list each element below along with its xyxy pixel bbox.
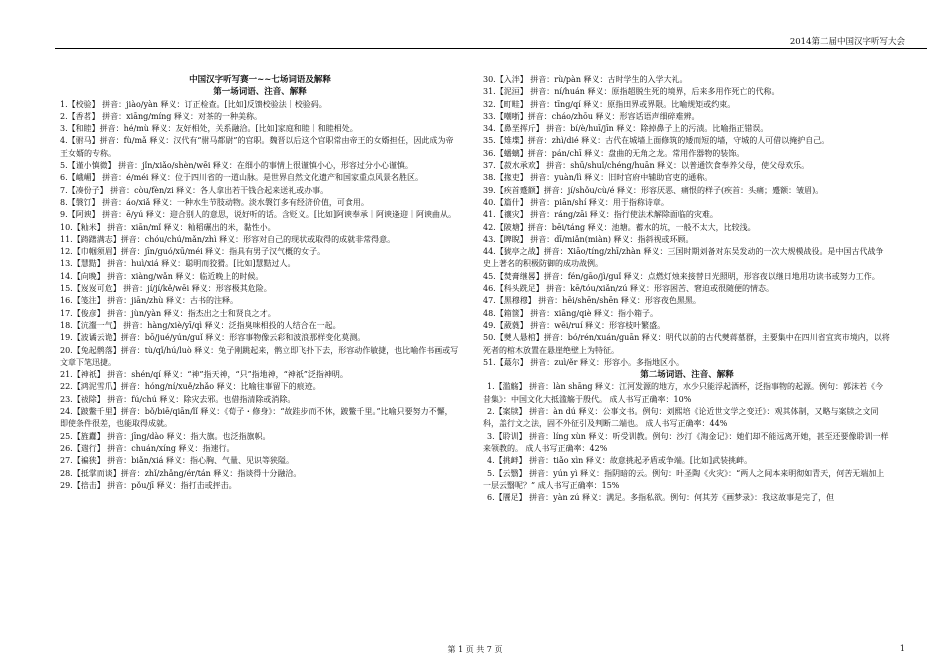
word-entry: 1.【滥觞】 拼音：làn shāng 释义：江河发源的地方，水少只能浮起酒杯，泛指事物的起源。例句：郭沫若《今昔集》：中国文化大抵滥觞于殷代。 成人书写正确率：10% [483,382,884,404]
word-entry: 26.【遄行】 拼音：chuán/xíng 释义：指速行。 [60,443,235,453]
word-entry: 5.【云翳】 拼音：yún yì 释义：指阴暗的云。例句：叶圣陶《火灾》：“两人之间本来明彻如青天，何苦无端加上一层云翳呢？” 成人书写正确率：15% [483,468,885,490]
word-entry: 5.【谨小慎微】 拼音：jǐn/xiǎo/shèn/wēi 释义：在细小的事情上很谨慎小心，形容过分小心谨慎。 [60,161,413,171]
word-entry: 44.【猇亭之战】拼音：Xiāo/tíng/zhī/zhàn 释义：三国时期刘备对东吴发动的一次大规模战役。是中国古代战争史上著名的积极防御的成功战例。 [483,247,884,269]
word-entry: 29.【掊击】 拼音：pǒu/jī 释义：指打击或抨击。 [60,480,237,490]
word-entry: 4.【挑衅】 拼音：tiǎo xìn 释义：故意挑起矛盾或争端。[比如]武装挑衅。 [487,456,753,466]
word-entry: 48.【箱箧】 拼音：xiāng/qiè 释义：指小箱子。 [483,308,659,318]
word-entry: 36.【蟠螭】拼音：pán/chī 释义：盘曲的无角之龙。常用作器物的装饰。 [483,148,745,158]
word-entry: 31.【泥洹】 拼音：ní/huán 释义：原指超脱生死的境界，后来多用作死亡的代称。 [483,87,780,97]
word-entry: 2.【香茗】 拼音：xiāng/míng 释义：对茶的一种美称。 [60,111,262,121]
document-header: 2014第二届中国汉字听写大会 [789,37,905,47]
word-entry: 6.【峨嵋】 拼音：é/méi 释义：位于四川省的一道山脉。是世界自然文化遗产和国家重点风景名胜区。 [60,173,424,183]
header-rule [55,48,927,49]
word-entry: 27.【褊狭】 拼音：biǎn/xiá 释义：指心胸、气量、见识等狭隘。 [60,456,294,466]
word-entry: 24.【跛鳖千里】拼音：bǒ/biē/qiān/lǐ 释义：《荀子・修身》：“故跬步而不休，跛鳖千里。”比喻只要努力不懈，即使条件很差，也能取得成就。 [60,407,453,429]
word-entry: 42.【陂塘】拼音：bēi/táng 释义：池塘。蓄水的坑，一般不太大，比较浅。 [483,222,756,232]
word-entry: 10.【籼米】 拼音：xiān/mǐ 释义：籼稻碾出的米，黏性小。 [60,222,276,232]
word-entry: 8.【褩饤】 拼音：áo/xiǎ 释义：一种水生节肢动物。淡水褩饤多有经济价值，可食用。 [60,197,369,207]
word-entry: 45.【焚膏继晷】拼音：fén/gāo/jì/guǐ 释义：点燃灯烛来接替日光照明，形容夜以继日地用功读书或努力工作。 [483,271,880,281]
word-entry: 18.【沆瀣一气】 拼音：hàng/xiè/yī/qì 释义：泛指臭味相投的人结合在一起。 [60,320,341,330]
word-entry: 2.【案牍】 拼音：àn dú 释义：公事文书。例句：刘熙培《论近世文学之变迁》：观其体制，又略与案牍之文同科，盖行文之法，固不外征引及判断二端也。 成人书写正确率：44% [483,407,879,429]
word-entry: 20.【兔起鹘落】拼音：tù/qǐ/hú/luò 释义：兔子刚跳起来，鹘立即飞扑下去，形容动作敏捷，也比喻作书画或写文章下笔迅捷。 [60,345,459,367]
word-entry: 14.【向晚】 拼音：xiàng/wǎn 释义：临近晚上的时候。 [60,271,264,281]
word-entry: 12.【巾帼须眉】拼音：jīn/guó/xū/méi 释义：指具有男子汉气概的女子。 [60,247,326,257]
word-entry: 11.【踌躇满志】拼音：chóu/chú/mǎn/zhì 释义：形容对自己的现状或取得的成就非常得意。 [60,234,396,244]
word-entry: 22.【鸿泥雪爪】拼音：hóng/ní/xuě/zhǎo 释义：比喻往事留下的痕迹。 [60,382,321,392]
word-entry: 7.【凑份子】 拼音：còu/fèn/zi 释义：各人拿出若干钱合起来送礼或办事。 [60,185,329,195]
word-entry: 3.【聆训】 拼音：líng xùn 释义：听受训教。例句：沙汀《淘金记》：她们却不能远离开她，甚至还要像聆训一样来领教的。 成人书写正确率：42% [483,431,889,453]
word-entry: 13.【慧黠】 拼音：huì/xiá 释义：聪明而狡猾。[比如]慧黠过人。 [60,259,296,269]
word-entry: 47.【黑穆穆】 拼音：hēi/shēn/shēn 释义：形容夜色黑黑。 [483,296,701,306]
session-1-title: 第一场词语、注音、解释 [213,87,307,98]
right-column [483,74,891,504]
word-entry: 32.【町畦】 拼音：tīng/qí 释义：原指田界或界限。比喻规矩或约束。 [483,99,736,109]
page-number: 1 [899,644,905,653]
word-entry: 39.【疾首蹙额】拼音：jí/shǒu/cù/é 释义：形容厌恶、痛恨的样子(疾首：头痛；蹙额：皱眉)。 [483,185,824,195]
word-entry: 49.【葳蕤】 拼音：wēi/ruí 释义：形容枝叶繁盛。 [483,320,666,330]
word-entry: 50.【僰人悬棺】拼音：bó/rén/xuán/guān 释义：明代以前的古代僰蒋墓群，主要集中在四川省宜宾市境内，以将死者的棺木放置在悬崖绝壁上为特征。 [483,333,890,355]
main-title: 中国汉字听写赛一~~七场词语及解释 [189,75,331,85]
word-entry: 41.【禳灾】 拼音：ráng/zāi 释义：指行使法术解除面临的灾难。 [483,210,718,220]
word-entry: 16.【笺注】 拼音：jiān/zhù 释义：古书的注释。 [60,296,238,306]
word-entry: 35.【雉堞】拼音：zhì/dié 释义：古代在城墙上面修筑的矮而短的墙，守城的人可借以掩护自己。 [483,136,830,146]
word-entry: 23.【祓除】 拼音：fú/chú 释义：除灾去邪。也借指清除或消除。 [60,394,296,404]
page-counter: 第 1 页 共 7 页 [447,645,503,654]
word-entry: 6.【餍足】 拼音：yàn zú 释义：满足。多指私欲。例句：何其芳《画梦录》：我这故事是完了，但 [487,493,835,503]
word-entry: 25.【旌纛】 拼音：jīng/dào 释义：指大旗。也泛指旗帜。 [60,431,271,441]
word-entry: 15.【岌岌可危】 拼音：jí/jí/kě/wēi 释义：形容极其危险。 [60,284,272,294]
word-entry: 30.【入泮】 拼音：rù/pàn 释义：古时学生的入学大礼。 [483,75,688,84]
session-2-title: 第二场词语、注音、解释 [640,370,734,381]
session-1-entries-right [483,74,891,369]
left-column [60,74,460,492]
word-entry: 21.【神祇】 拼音：shén/qí 释义：“神”指天神，“只”指地神，“神祇”泛指神明。 [60,370,348,380]
word-entry: 17.【俊彦】 拼音：jùn/yàn 释义：指杰出之士和贤良之才。 [60,308,276,318]
word-entry: 28.【抵掌而谈】拼音：zhǐ/zhǎng/ér/tán 释义：指谈得十分融洽。 [60,468,302,478]
word-entry: 19.【波谲云诡】拼音：bō/jué/yún/guǐ 释义：形容事物像云彩和波浪那样变化莫测。 [60,333,366,343]
session-1-entries-left [60,99,460,493]
word-entry: 4.【驸马】拼音：fù/mǎ 释义：汉代有“驸马都尉”的官职。魏晋以后这个官职常由帝王的女婿担任，因此成为帝王女婿的专称。 [60,136,454,158]
word-entry: 9.【阿谀】 拼音：ē/yú 释义：迎合别人的意思，说好听的话。含贬义。[比如]阿谀奉承｜阿谀逢迎｜阿谀曲从。 [60,210,457,220]
word-entry: 3.【和睦】拼音：hé/mù 释义：友好相处，关系融洽。[比如]家庭和睦｜和睦相处。 [60,124,358,134]
word-entry: 46.【科头跣足】 拼音：kē/tóu/xiǎn/zú 释义：形容困苦、窘迫或很随便的情态。 [483,284,775,294]
word-entry: 40.【篇什】 拼音：piān/shí 释义：用于指称诗章。 [483,197,669,207]
word-entry: 33.【嘲哳】拼音：cháo/zhōu 释义：形容话语声细碎难辨。 [483,111,700,121]
word-entry: 51.【蕞尔】 拼音：zuì/ěr 释义：形容小。多指地区小。 [483,357,684,367]
word-entry: 34.【鼻垩挥斤】 拼音：bí/è/huī/jīn 释义：除掉鼻子上的污渍。比喻指正错误。 [483,124,769,134]
word-entry: 37.【菽水承欢】 拼音：shū/shuǐ/chéng/huān 释义：以普通饮食奉养父母，使父母欢乐。 [483,161,810,171]
word-entry: 38.【掾吏】 拼音：yuàn/lì 释义：旧时官府中辅助官吏的通称。 [483,173,713,183]
word-entry: 43.【睥睨】 拼音：dī/miǎn(miàn) 释义：指斜视或环顾。 [483,234,694,244]
session-2-entries [483,381,891,504]
word-entry: 1.【校验】 拼音：jiào/yàn 释义：订正检查。[比如]反馈校验法｜校验码。 [60,99,327,109]
